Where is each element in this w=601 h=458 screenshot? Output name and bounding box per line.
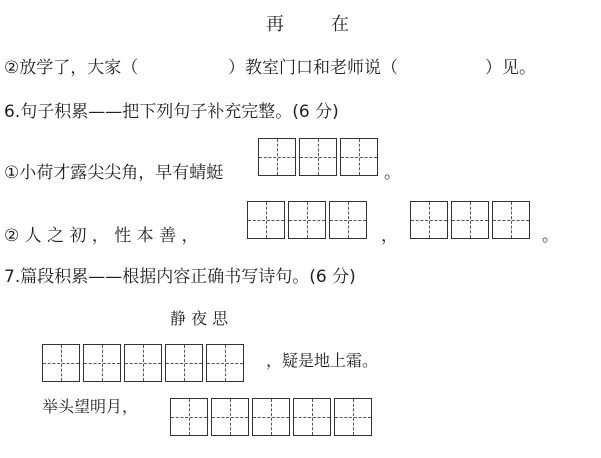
tianzige-cell[interactable] [451, 201, 489, 239]
tianzige-cell[interactable] [293, 398, 331, 436]
q6-sentence2-answer-grid-1[interactable] [247, 201, 367, 239]
tianzige-cell[interactable] [211, 398, 249, 436]
poem-line2-answer-grid[interactable] [170, 398, 372, 436]
tianzige-cell[interactable] [340, 138, 378, 176]
tianzige-cell[interactable] [410, 201, 448, 239]
tianzige-cell[interactable] [83, 344, 121, 382]
choice-char-zai-1: 再 [266, 14, 284, 35]
choice-char-zai-2: 在 [331, 14, 349, 35]
poem-line2-head: 举头望明月， [42, 397, 139, 416]
poem-line1-tail: ，疑是地上霜。 [266, 351, 379, 370]
q5-line2-part-a: ②放学了，大家（ [4, 58, 139, 78]
tianzige-cell[interactable] [42, 344, 80, 382]
tianzige-cell[interactable] [170, 398, 208, 436]
tianzige-cell[interactable] [299, 138, 337, 176]
q5-line2-part-c: ）见。 [485, 58, 536, 78]
q5-line2-part-b: ）教室门口和老师说（ [228, 58, 398, 78]
tianzige-cell[interactable] [492, 201, 530, 239]
tianzige-cell[interactable] [252, 398, 290, 436]
q7-heading: 7.篇段积累——根据内容正确书写诗句。(6 分) [4, 267, 356, 287]
tianzige-cell[interactable] [247, 201, 285, 239]
q6-sentence1-end: 。 [384, 163, 401, 183]
poem-title: 静 夜 思 [170, 309, 229, 328]
tianzige-cell[interactable] [165, 344, 203, 382]
q6-sentence2-end: 。 [542, 226, 559, 246]
poem-line1-answer-grid[interactable] [42, 344, 244, 382]
tianzige-cell[interactable] [334, 398, 372, 436]
q6-sentence1-answer-grid[interactable] [258, 138, 378, 176]
q6-sentence2-answer-grid-2[interactable] [410, 201, 530, 239]
tianzige-cell[interactable] [124, 344, 162, 382]
q6-sentence2-text: ② 人 之 初 ， 性 本 善 ， [4, 226, 199, 246]
q6-sentence2-mid: ， [381, 226, 398, 246]
tianzige-cell[interactable] [329, 201, 367, 239]
q6-sentence1-text: ①小荷才露尖尖角，早有蜻蜓 [4, 163, 224, 183]
tianzige-cell[interactable] [206, 344, 244, 382]
tianzige-cell[interactable] [258, 138, 296, 176]
tianzige-cell[interactable] [288, 201, 326, 239]
q6-heading: 6.句子积累——把下列句子补充完整。(6 分) [4, 102, 339, 122]
